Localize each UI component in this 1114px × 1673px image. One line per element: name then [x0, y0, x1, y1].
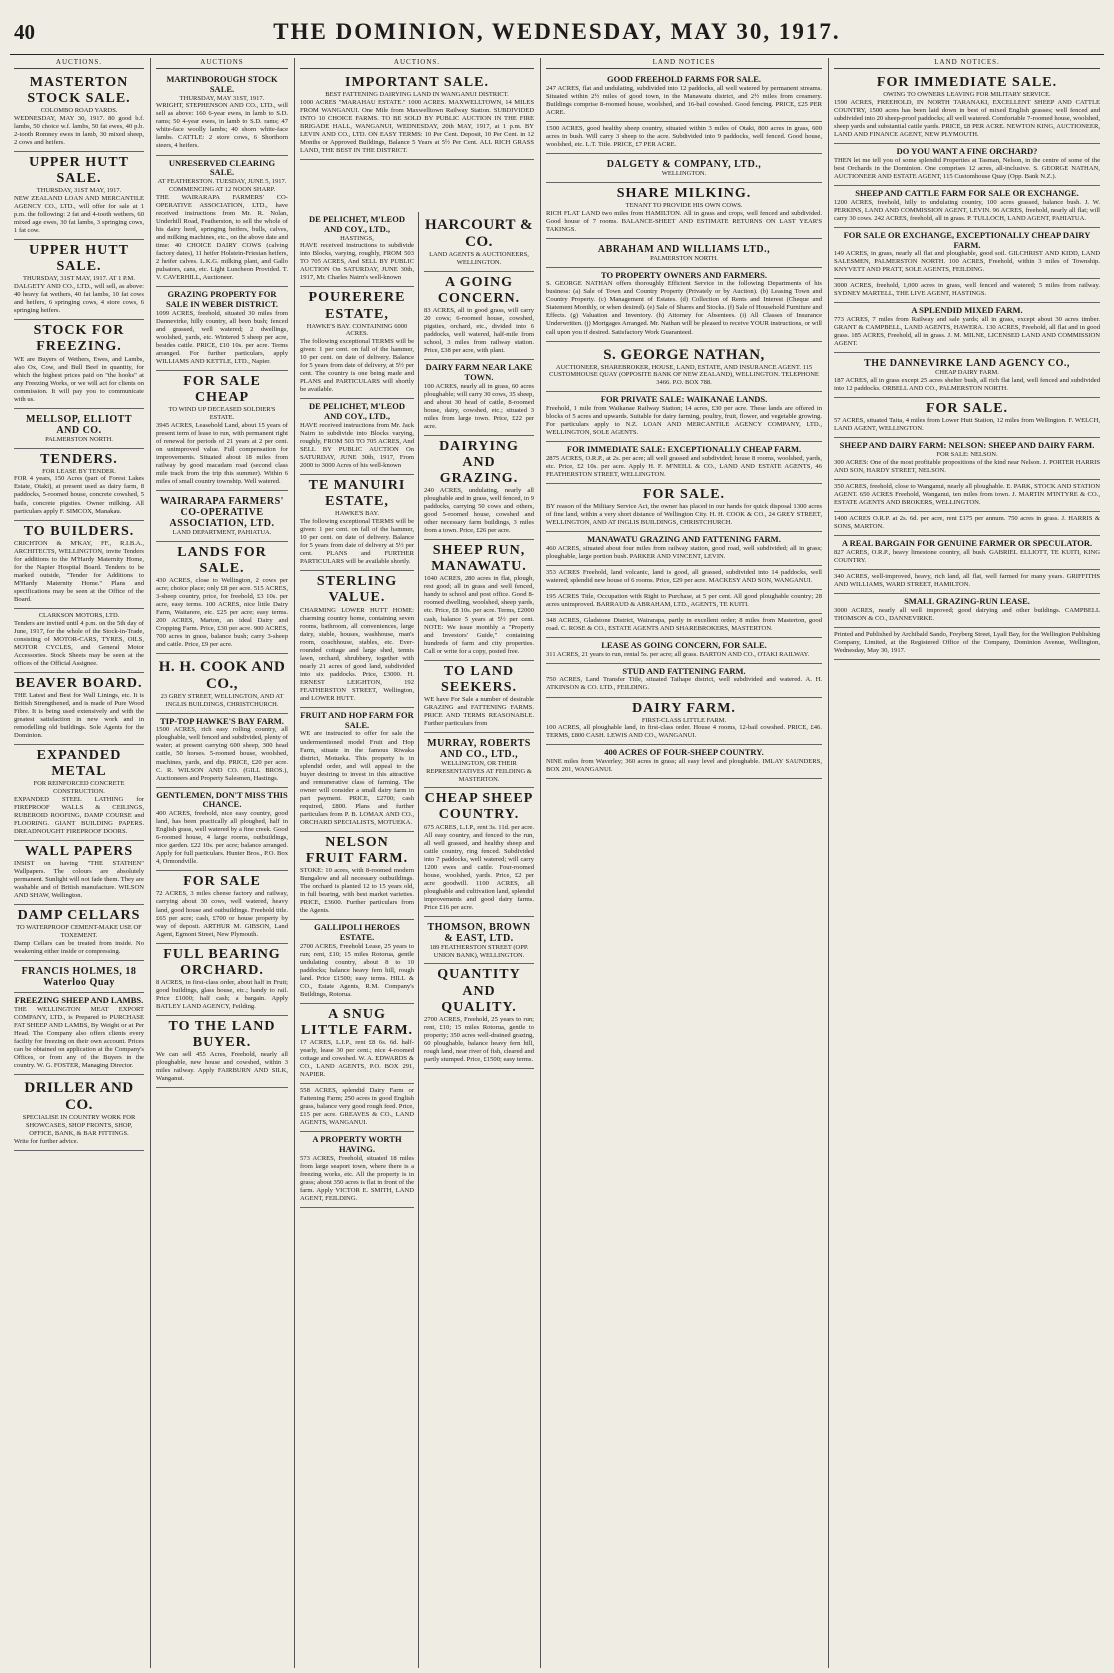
ad-body: We can sell 455 Acres, Freehold, nearly all ploughable, new house and cowshed, within 3 miles railway. Apply FAIRBURN AND SILK, Wanganui. — [156, 1051, 288, 1083]
ad-headline: FOR SALE OR EXCHANGE, EXCEPTIONALLY CHEAP DAIRY FARM. — [843, 229, 1091, 250]
ad-subheading: PALMERSTON NORTH. — [650, 254, 718, 262]
ad-headline: TO BUILDERS. — [23, 523, 135, 539]
ad-body: NINE miles from Waverley; 360 acres in grass; all easy level and ploughable. IMLAY SAUNDERS, BOX 201, WANGANUI. — [546, 758, 822, 774]
ad-subheading: TENANT TO PROVIDE HIS OWN COWS. — [625, 201, 743, 209]
ad-body: 430 ACRES, close to Wellington, 2 cows per acre; choice place; only £8 per acre. 515 ACRES, 3-sheep country, price, for freehold, £3 10s. per acre, easy terms. 100 ACRES, nice little Dairy Farm, Waitarere, etc. £25 per acre; easy terms. 200 ACRES, Marton, an ideal Dairy and Cropping Farm. Price, £30 per acre. 900 ACRES, 700 acres in grass, balance bush; carry 3-sheep and cattle. Price, £9 per acre. — [156, 576, 288, 648]
advertisement — [156, 542, 288, 654]
ad-headline: TENDERS. — [40, 451, 118, 467]
ad-headline: FREEZING SHEEP AND LAMBS. — [14, 995, 144, 1006]
ad-subheading: LAND DEPARTMENT, PAHIATUA. — [172, 528, 272, 536]
ad-body: WRIGHT, STEPHENSON AND CO., LTD., will sell as above: 160 6-year ewes, in lamb to S.D. rams; 50 4-year ewes, in lamb to S.D. rams; 47 white-face woolly lambs; 40 shorn white-face lambs. CATTLE: 2 store cows, 6 Shorthorn steers, 4 heifers. — [156, 102, 288, 150]
column-land-notices-2 — [830, 58, 1104, 1668]
ad-headline: A GOING CONCERN. — [437, 274, 521, 306]
advertisement — [834, 512, 1100, 536]
ad-body: CRICHTON & M'KAY, FF., R.I.B.A., ARCHITECTS, WELLINGTON, invite Tenders for additions to the M'Hardy Maternity Home, for the Napier Hospital Board. Tenders to be marked outside, "Tender for Additions to M'Hardy Maternity Home." Plans and specifications may be seen at the Office of the Board. — [14, 539, 144, 603]
advertisement — [14, 673, 144, 745]
ad-body: 3000 ACRES, freehold, 1,000 acres in grass, well fenced and watered; 5 miles from railway. SYDNEY MARTELL, THE LIVE AGENT, HASTINGS. — [834, 282, 1100, 298]
ad-body: THE WAIRARAPA FARMERS' CO-OPERATIVE ASSOCIATION, LTD., have received instructions from Mr. R. Nolan, Underhill Road, Featherston, to sell the whole of his dairy herd, springing heifers, bulls, calves, and milking machines, etc., on the above date and time: 40 CHOICE DAIRY COWS (calving factory dates), 11 heifer Holstein-Friesian heifers, 2 heifer calves. L.K.G. milking plant, and Gallo pulsators, cans, etc. Light Luncheon Provided. T. V. CAVERHILL, Auctioneer. — [156, 193, 288, 281]
ad-body: HAVE received instructions to subdivide into Blocks, varying, roughly, FROM 503 TO 705 ACRES, And SELL BY PUBLIC AUCTION On SATURDAY, JUNE 30th, 1917, Mr. Charles Nairn's well-known — [300, 242, 414, 282]
ad-headline: UPPER HUTT SALE. — [29, 155, 129, 187]
advertisement — [834, 72, 1100, 144]
ad-body: NEW ZEALAND LOAN AND MERCANTILE AGENCY CO., LTD., will offer for sale at 1 p.m. the following: 2 fat and 4-tooth wethers, 60 mixed age ewes, 30 fat lambs, 3 springing cows, 1 fat cow. — [14, 195, 144, 235]
advertisement — [834, 480, 1100, 512]
firm-name: DRILLER AND CO. — [24, 1080, 134, 1114]
ad-headline: POURERERE ESTATE, — [308, 290, 406, 322]
column-header: LAND NOTICES. — [834, 58, 1100, 69]
ad-subheading: THURSDAY, 31ST MAY, 1917. — [36, 187, 122, 195]
column-header: AUCTIONS — [156, 58, 288, 69]
ad-subheading: THURSDAY, 31ST MAY, 1917. AT 1 P.M. — [23, 275, 135, 283]
ad-body: THE Latest and Best for Wall Linings, etc. It is British Strengthened, and is made of Pure Wood Fibre. It is being used extensively and with the greatest satisfaction in new work and in remodelling old buildings. Sole Agents for the Dominion. — [14, 692, 144, 740]
masthead — [0, 0, 1114, 54]
ad-subheading: WELLINGTON, OR THEIR REPRESENTATIVES AT FEILDING & MASTERTON. — [426, 759, 532, 783]
ad-headline: FOR PRIVATE SALE: WAIKANAE LANDS. — [600, 393, 768, 404]
advertisement — [546, 239, 822, 268]
ad-subheading: THURSDAY, MAY 31ST, 1917. — [179, 94, 265, 102]
ad-subheading: SPECIALISE IN COUNTRY WORK FOR SHOWCASES, SHOP FRONTS, SHOP, OFFICE, BANK, & BAR FITTINGS. — [22, 1114, 136, 1137]
ad-body: HAVE received instructions from Mr. Jack Nairn to subdivide into Blocks varying, roughly, FROM 503 TO 705 ACRES, And SELL BY PUBLIC AUCTION On SATURDAY, JUNE 30th, 1917, From 2000 to 3000 Acres of his well-known — [300, 422, 414, 470]
ad-body: FOR 4 years, 150 Acres (part of Forest Lakes Estate, Otaki), at present used as dairy farm, 8 paddocks, 5-roomed house, concrete cowshed, 5 bails, concrete pigsties. Owner milking. All particulars apply F. SIMCOX, Manakau. — [14, 475, 144, 515]
ad-body: 348 ACRES, Gladstone District, Wairarapa, partly in excellent order; 8 miles from Masterton, good road. C. ROSE & CO., ESTATE AGENTS AND SHAREBROKERS, MASTERTON. — [546, 616, 822, 632]
advertisement — [834, 594, 1100, 628]
ad-headline: TIP-TOP HAWKE'S BAY FARM. — [160, 715, 284, 726]
ad-body: 1200 ACRES, freehold, hilly to undulating country, 100 acres grassed, balance bush. J. W. PERKINS, LAND AND COMMISSION AGENT, LEVIN. 96 ACRES, freehold, nearly all flat; will carry 30 cows. 242 ACRES, freehold, all in grass. P. TULLOCH, LAND AGENT, PAHIATUA. — [834, 198, 1100, 222]
advertisement — [14, 449, 144, 521]
advertisement — [300, 920, 414, 1004]
ad-headline: A PROPERTY WORTH HAVING. — [312, 1134, 402, 1155]
ad-body: 558 ACRES, splendid Dairy Farm or Fattening Farm; 250 acres in good English grass, balance very good rough feed. Price, £15 per acre. GREAVES & CO., LAND AGENTS, WANGANUI. — [300, 1087, 414, 1127]
ad-subheading: OWING TO OWNERS LEAVING FOR MILITARY SERVICE. — [883, 91, 1051, 99]
ad-body: 187 ACRES, all in grass except 25 acres shelter bush, all rich flat land, well fenced and subdivided into 12 paddocks. ORBELL AND CO., PALMERSTON NORTH. — [834, 377, 1100, 393]
advertisement — [300, 1132, 414, 1208]
advertisement — [546, 614, 822, 638]
ad-headline: 400 ACRES OF FOUR-SHEEP COUNTRY. — [604, 747, 764, 758]
advertisement — [156, 714, 288, 788]
ad-body: 1000 ACRES "MARAHAU ESTATE." 1000 ACRES. MAXWELLTOWN, 14 MILES FROM WANGANUI. One Mile from Maxwelltown Railway Station. SUBDIVIDED INTO 10 CHOICE FARMS. TO BE SOLD BY PUBLIC AUCTION IN THE FIRE BRIGADE HALL, WANGANUI, WEDNESDAY, 20th MAY, 1917, at 1 p.m. BY LEVIN AND CO., LTD. ON EASY TERMS: 10 Per Cent. Deposit, 10 Per Cent. in 12 Months or Approved Buildings, Balance 5 Years at 5½ Per Cent. ALL RICH GRASS LAND, THE BEST IN THE DISTRICT. — [300, 98, 534, 155]
ad-headline: A SNUG LITTLE FARM. — [300, 1006, 414, 1039]
ad-body: 240 ACRES, undulating, nearly all ploughable and in grass, well fenced, in 9 paddocks, carrying 50 cows and others, good 5-roomed house, cowshed and other necessary farm buildings, 3 miles from a town. Price, £26 per acre. — [424, 486, 534, 535]
ad-headline: MASTERTON STOCK SALE. — [27, 75, 131, 107]
ad-subheading: FOR SALE: NELSON. — [936, 451, 998, 459]
ad-subheading: TO WIND UP DECEASED SOLDIER'S ESTATE. — [168, 405, 276, 421]
firm-name: H. H. COOK AND CO., — [158, 659, 286, 693]
ad-headline: UNRESERVED CLEARING SALE. — [168, 157, 276, 178]
ad-body: Freehold, 1 mile from Waikanae Railway Station; 14 acres, £30 per acre. These lands are offered in blocks of 5 acres and upwards. Suitable for dairy farming, poultry, fruit, flower, and vegetable growing. For particulars apply to N.Z. LOAN AND MERCANTILE AGENCY COMPANY, LTD., WELLINGTON, SOLE AGENTS. — [546, 404, 822, 436]
column-header: LAND NOTICES — [546, 58, 822, 69]
ad-body: 573 ACRES, Freehold, situated 18 miles from large seaport town, where there is a freezing works, etc. All the property is in grass; about 350 acres is flat in front of the farm. Apply VICTOR E. SMITH, LAND AGENT, FEILDING. — [300, 1155, 414, 1203]
ad-headline: FOR SALE CHEAP — [183, 373, 261, 405]
advertisement — [156, 1016, 288, 1088]
advertisement — [14, 745, 144, 841]
ad-body: 750 ACRES, Land Transfer Title, situated Taihape district, well subdivided and watered. A. H. ATKINSON & CO. LTD., FEILDING. — [546, 676, 822, 692]
advertisement — [546, 664, 822, 698]
ad-body: 300 ACRES: One of the most profitable propositions of the kind near Nelson. J. PORTER HARRIS AND SON, HARDY STREET, NELSON. — [834, 458, 1100, 474]
advertisement — [546, 566, 822, 590]
advertisement — [424, 272, 534, 360]
advertisement — [834, 570, 1100, 594]
ad-subheading: HAWKE'S BAY. CONTAINING 6000 ACRES. — [306, 322, 408, 338]
ad-headline: QUANTITY AND QUALITY. — [437, 967, 521, 1015]
column-auctions-2 — [152, 58, 292, 1668]
ad-body: RICH FLAT LAND two miles from HAMILTON. All in grass and crops, well fenced and subdivided. Good house of 7 rooms. BALANCE-SHEET AND ESTIMATE RETURNS ON LAST YEAR'S TAKINGS. — [546, 209, 822, 233]
ad-headline: DAIRY FARM. — [632, 700, 736, 716]
ad-subheading: CHEAP DAIRY FARM. — [935, 369, 999, 377]
firm-name: THOMSON, BROWN & EAST, LTD. — [427, 921, 531, 944]
firm-name: FRANCIS HOLMES, 18 Waterloo Quay — [21, 966, 137, 989]
ad-headline: FOR IMMEDIATE SALE. — [876, 75, 1058, 90]
ad-body: THE WELLINGTON MEAT EXPORT COMPANY, LTD., is Prepared to PURCHASE FAT SHEEP AND LAMBS, By Weight or at Per Head. The Company also offers clients every facility for freezing on their own account. Prices can be obtained on application at the Company's Offices, or from any of the Buyers in the country. W. G. FOSTER, Managing Director. — [14, 1005, 144, 1070]
advertisement — [834, 228, 1100, 280]
ad-body: Printed and Published by Archibald Sando, Freyberg Street, Lyall Bay, for the Wellington Publishing Company, Limited, at the Registered Office of the Company, Dominion Avenue, Wellington, Wednesday, May 30, 1917. — [834, 630, 1100, 654]
advertisement — [14, 240, 144, 320]
advertisement — [14, 993, 144, 1075]
ad-headline: DE PELICHET, M'LEOD AND COY., LTD., — [309, 214, 405, 234]
ad-body: 149 ACRES, in grass, nearly all flat and ploughable, good soil. GILCHRIST AND KIDD, LAND SALESMEN, PALMERSTON NORTH. 100 ACRES, Freehold, within 3 miles of Township. KNYVETT AND PRATT, SOLE AGENTS, FEILDING. — [834, 250, 1100, 274]
ad-body: 1099 ACRES, freehold, situated 30 miles from Dannevirke, hilly country, all been bush; fenced and grassed, well watered; 2 dwellings, woolshed, yards, etc. Wintered 5 sheep per acre, besides cattle. PRICE, £10 10s. per acre. Terms arranged. For further particulars, apply WILLIAMS AND KETTLE, LTD., Napier. — [156, 309, 288, 365]
advertisement — [546, 442, 822, 484]
advertisement — [156, 788, 288, 872]
advertisement — [156, 654, 288, 714]
column-auctions-3-left — [296, 212, 418, 1668]
advertisement — [546, 532, 822, 566]
page-number: 40 — [14, 20, 35, 44]
firm-name: MELLSOP, ELLIOTT AND CO. — [26, 413, 132, 436]
advertisement — [546, 484, 822, 532]
ad-body: 8 ACRES, in first-class order, about half in Fruit; good buildings, glass house, etc.; handy to rail. Price £1000; half cash; a bargain. Apply BATLEY LAND AGENCY, Feilding. — [156, 978, 288, 1010]
advertisement — [834, 144, 1100, 186]
firm-name: WAIRARAPA FARMERS' CO-OPERATIVE ASSOCIATION, LTD. — [160, 495, 284, 529]
ad-body: WE are Buyers of Wethers, Ewes, and Lambs, also Ox, Cow, and Bull Beef in quantity, for which the highest prices paid on "the hooks" at any Freezing Works, or we will act for clients on commission. It will pay you to communicate with us. — [14, 355, 144, 403]
advertisement — [834, 279, 1100, 303]
ad-headline: TO PROPERTY OWNERS AND FARMERS. — [600, 269, 767, 280]
ad-headline: CHEAP SHEEP COUNTRY. — [424, 791, 534, 823]
ad-body: 17 ACRES, L.I.P., rent £8 6s. 6d. half-yearly, lease 30 per cent.; nice 4-roomed cottage and cowshed. W. A. EDWARDS & CO., LAND AGENTS, P.O. BOX 291, NAPIER. — [300, 1039, 414, 1079]
ad-body: 100 ACRES, all ploughable land, in first-class order. House 4 rooms, 12-bail cowshed. PRICE, £46. TERMS, £800 CASH. LEWIS AND CO., WANGANUI. — [546, 724, 822, 740]
ad-subheading: FIRST-CLASS LITTLE FARM. — [641, 716, 727, 724]
ad-headline: FOR SALE — [183, 874, 261, 890]
ad-headline: UPPER HUTT SALE. — [29, 243, 129, 275]
advertisement — [14, 521, 144, 609]
ad-subheading: AUCTIONEER, SHAREBROKER, HOUSE, LAND, ESTATE, AND INSURANCE AGENT. 115 CUSTOMHOUSE QUAY (OPPOSITE BANK OF NEW ZEALAND), WELLINGTON. TELEPHONE 3466. P.O. BOX 788. — [549, 363, 819, 387]
column-auctions-1 — [10, 58, 148, 1668]
advertisement — [424, 360, 534, 436]
ad-body: 460 ACRES, situated about four miles from railway station, good road, well subdivided; all in grass; ploughable, large portion bush. PARKER AND VINCENT, LEVIN. — [546, 544, 822, 560]
ad-headline: DAIRYING AND GRAZING. — [439, 438, 519, 486]
advertisement — [834, 536, 1100, 570]
column-divider — [418, 212, 419, 1668]
ad-headline: GRAZING PROPERTY FOR SALE IN WEBER DISTRICT. — [165, 288, 279, 309]
ad-body: 72 ACRES, 3 miles cheese factory and railway, carrying about 30 cows, well watered, heavy land, good house and outbuildings. Freehold title. £65 per acre; cash, £700 or house property by way of deposit. ARTHUR M. GIBSON, Land Agent, Egmont Street, New Plymouth. — [156, 890, 288, 938]
ad-headline: MARTINBOROUGH STOCK SALE. — [166, 74, 278, 94]
advertisement — [424, 212, 534, 272]
ad-headline: SHEEP AND CATTLE FARM FOR SALE OR EXCHANGE. — [855, 187, 1079, 198]
ad-body: STOKE: 10 acres, with 8-roomed modern Bungalow and all necessary outbuildings. The orchard is planted 12 to 15 years old, in full bearing, with best market varieties. PRICE, £3600. Further particulars from the Agents. — [300, 867, 414, 915]
ad-headline: NELSON FRUIT FARM. — [305, 834, 409, 866]
ad-headline: FOR SALE. — [925, 401, 1009, 417]
firm-name: MURRAY, ROBERTS AND CO., LTD., — [427, 737, 531, 760]
ad-body: 100 ACRES, nearly all in grass, 60 acres ploughable; will carry 30 cows, 35 sheep, and about 30 head of cattle, 8-roomed house, dairy, cowshed, etc.; situated 3 miles from large town. Price, £22 per acre. — [424, 382, 534, 430]
ad-headline: FOR SALE. — [642, 486, 726, 502]
advertisement — [834, 303, 1100, 353]
advertisement — [14, 72, 144, 152]
ad-headline: EXPANDED METAL — [36, 748, 122, 780]
ad-headline: GENTLEMEN, DON'T MISS THIS CHANCE. — [156, 789, 288, 810]
ad-body: 57 ACRES, situated Taita, 4 miles from Lower Hutt Station, 12 miles from Wellington. F. WELCH, LAND AGENT, WELLINGTON. — [834, 417, 1100, 433]
ad-body: Damp Cellars can be treated from inside. No weakening either inside or compressing. — [14, 940, 144, 956]
ad-body: DALGETY AND CO., LTD., will sell, as above: 40 heavy fat wethers, 40 fat lambs, 10 fat cows and heifers, 6 springing cows, 4 store cows, 6 springing heifers. — [14, 283, 144, 315]
advertisement — [546, 392, 822, 442]
advertisement — [546, 183, 822, 239]
ad-headline: TO THE LAND BUYER. — [168, 1018, 276, 1051]
advertisement — [14, 609, 144, 673]
advertisement — [300, 475, 414, 571]
ad-headline: TO LAND SEEKERS. — [440, 663, 518, 695]
ad-headline: LEASE AS GOING CONCERN, FOR SALE. — [601, 639, 767, 650]
advertisement — [424, 964, 534, 1068]
advertisement — [834, 628, 1100, 660]
ad-headline: DAMP CELLARS — [17, 908, 141, 924]
ad-headline: SHARE MILKING. — [616, 185, 752, 201]
firm-name: THE DANNEVIRKE LAND AGENCY CO., — [864, 358, 1070, 370]
ad-headline: A REAL BARGAIN FOR GENUINE FARMER OR SPECULATOR. — [841, 538, 1093, 549]
ad-headline: STUD AND FATTENING FARM. — [622, 665, 746, 676]
ad-headline: FOR IMMEDIATE SALE: EXCEPTIONALLY CHEAP FARM. — [566, 443, 802, 454]
ad-body: WE are instructed to offer for sale the undermentioned model Fruit and Hop Farm, situate in the famous Riwaka district, Motueka. This property is in splendid order, and will appeal to the buyer desiring to invest in this attractive and remunerative class of farming. The owner will consider a small dairy farm in part payment. PRICE, £2700; cash required, £800. Plans and further particulars from P. B. LOMAX AND CO., ORCHARD SPECIALISTS, MOTUEKA. — [300, 730, 414, 826]
ad-headline: DAIRY FARM NEAR LAKE TOWN. — [425, 361, 533, 382]
ad-body: 340 ACRES, well-improved, heavy, rich land, all flat, well farmed for many years. GRIFFITHS AND WILLIAMS, WARD STREET, HAMILTON. — [834, 572, 1100, 588]
ad-subheading: HASTINGS, — [340, 234, 374, 242]
advertisement — [834, 398, 1100, 438]
ad-body: THEN let me tell you of some splendid Properties at Tasman, Nelson, in the centre of some of the best Orchards in the Dominion. One comprises 12 acres, all-inclusive. S. GEORGE NATHAN, AUCTIONEER AND ESTATE AGENT, 115 Customhouse Quay (Opp. Bank N.Z.). — [834, 156, 1100, 180]
advertisement — [424, 733, 534, 788]
advertisement — [546, 698, 822, 746]
ad-body: 350 ACRES, freehold, close to Wanganui, nearly all ploughable. E. PARK, STOCK AND STATION AGENT. 650 ACRES Freehold, Wanganui, ten miles from town. J. MARTIN M'INTYRE & CO., ESTATE AGENTS AND BROKERS, WELLINGTON. — [834, 482, 1100, 507]
advertisement — [14, 320, 144, 408]
advertisement — [424, 788, 534, 917]
ad-headline: GALLIPOLI HEROES ESTATE. — [314, 922, 400, 942]
ad-body: 83 ACRES, all in good grass, will carry 20 cows; 6-roomed house, cowshed, pigsties, orchard, etc., divided into 6 paddocks, well watered, half-mile from school, 3 miles from railway station. Price, £38 per acre, with plant. — [424, 306, 534, 354]
column-header: AUCTIONS. — [14, 58, 144, 69]
column-auctions-3-right — [420, 212, 538, 1668]
ad-subheading: BEST FATTENING DAIRYING LAND IN WANGANUI DISTRICT. — [325, 91, 509, 99]
ad-body: 827 ACRES, O.R.P., heavy limestone country, all bush. GABRIEL ELLIOTT, TE KUITI, KING COUNTRY. — [834, 548, 1100, 564]
ad-body: Write for further advice. — [14, 1137, 79, 1145]
advertisement — [300, 1084, 414, 1132]
ad-body: CHARMING LOWER HUTT HOME: charming country home, containing seven rooms, bathroom, all conveniences, large dairy, stable, houses, washhouse, man's room, coachhouse, stables, etc. Ever-rounded cottage and large shed, tennis lawn, orchard, shrubbery, together with nearly 21 acres of good land, subdivided into six paddocks. Price, £3000. H. ERNEST LEIGHTON, 192 FEATHERSTON STREET, Wellington, and LOWER HUTT. — [300, 606, 414, 702]
ad-subheading: PALMERSTON NORTH. — [45, 435, 113, 443]
advertisement — [546, 72, 822, 122]
ad-body: WEDNESDAY, MAY 30, 1917. 80 good b.f. lambs, 50 choice w.f. lambs, 50 fat ewes, 40 p.b. 2-tooth Romney ewes in lamb, 30 mixed sheep, 2 cows and heifers. — [14, 114, 144, 147]
advertisement — [424, 661, 534, 733]
ad-headline: MANAWATU GRAZING AND FATTENING FARM. — [587, 533, 781, 544]
advertisement — [300, 571, 414, 708]
ad-subheading: 23 GREY STREET, WELLINGTON, AND AT INGLIS BUILDINGS, CHRISTCHURCH. — [160, 693, 284, 708]
advertisement — [14, 961, 144, 993]
ad-body: 2700 ACRES, Freehold, 25 years to run; rent, £10; 15 miles Rotorua, gentle to property; 350 acres well-drained grazing, 60 ploughable, balance heavy fern hill, rough land, near river of fish, cleared and partly stumped. Price, £1500; easy terms. — [424, 1015, 534, 1063]
ad-subheading: COLOMBO ROAD YARDS. — [40, 107, 118, 115]
ad-subheading: 189 FEATHERSTON STREET (OPP. UNION BANK), WELLINGTON. — [429, 943, 529, 959]
ad-body: 1500 ACRES, rich easy rolling country, all ploughable, well fenced and subdivided, plenty of water; at present carrying 600 sheep, 300 head cattle, 50 horses. 5-roomed house, woolshed, machines, yards, and dip. PRICE, £20 per acre. C. R. WILSON AND CO. (GILL BROS.), Auctioneers and Property Salesmen, Hastings. — [156, 726, 288, 782]
advertisement — [834, 438, 1100, 480]
column-divider — [150, 58, 151, 1668]
ad-subheading: WELLINGTON. — [661, 169, 707, 177]
advertisement — [546, 590, 822, 614]
ad-headline: WALL PAPERS — [24, 844, 134, 860]
advertisement — [156, 491, 288, 542]
ad-body: S. GEORGE NATHAN offers thoroughly Efficient Service in the following Departments of his business: (a) Sale of Town and Country Property (Privately or by Auction). (b) Leasing Town and Country Property. (c) Management of Estates. (d) Collection of Rents and Interest (Cheque and Statement Monthly, or when desired). (e) Sale of Shares and Stocks. (f) Sale of Household Furniture and Effects. (g) Valuation and Inventory. (h) Attorney for Absentees. (i) All Classes of Insurance Underwritten. (j) Mortgages Arranged. Mr. Nathan will be pleased to receive YOUR instructions, or will call upon you if desired. Satisfactory Work Guaranteed. — [546, 280, 822, 336]
ad-headline: IMPORTANT SALE. — [345, 75, 489, 90]
advertisement — [834, 353, 1100, 398]
advertisement — [14, 841, 144, 905]
firm-name: ABRAHAM AND WILLIAMS LTD., — [597, 243, 771, 255]
ad-subheading: FOR REINFORCED CONCRETE CONSTRUCTION. — [33, 780, 125, 796]
advertisement — [156, 287, 288, 371]
ad-body: 1590 ACRES, FREEHOLD, IN NORTH TARANAKI, EXCELLENT SHEEP AND CATTLE COUNTRY, 1500 acres has been laid down in best of mixed English grasses; well fenced and subdivided into 20 sheep-proof paddocks; all well watered. Comfortable 7-roomed house, woolshed, sheep yards and substantial cattle yards. PRICE, £8 PER ACRE. NEWTON KING, AUCTIONEER, LAND AND FINANCE AGENT, NEW PLYMOUTH. — [834, 98, 1100, 139]
ad-headline: FRUIT AND HOP FARM FOR SALE. — [300, 709, 414, 730]
advertisement — [300, 212, 414, 287]
advertisement — [156, 72, 288, 156]
advertisement — [156, 944, 288, 1016]
ad-body: 1040 ACRES, 280 acres in flat, plough, rest good; all in grass and well fenced, handy to school and post office. Good 8-roomed dwelling, woolshed, sheep yards, etc. Price, £8 10s. per acre. Terms, £2000 cash, balance 5 years at 5½ per cent. NOTE: We issue monthly a "Property and Investors' Guide," containing hundreds of farm and city properties. Call or write for a copy, posted free. — [424, 575, 534, 655]
ad-headline: STOCK FOR FREEZING. — [33, 323, 125, 355]
ad-body: Tenders are invited until 4 p.m. on the 5th day of June, 1917, for the whole of the Stock-in-Trade, consisting of MOTOR-CARS, TYRES, OILS, MOTOR CYCLES, and General Motor Accessories. Stock Sheets may be seen at the offices of the Official Assignee. — [14, 619, 144, 667]
masthead-rule — [10, 54, 1104, 55]
ad-subheading: CLARKSON MOTORS, LTD. — [38, 611, 120, 619]
advertisement — [546, 122, 822, 154]
ad-headline: TE MANUIRI ESTATE, — [308, 478, 406, 510]
advertisement — [300, 708, 414, 832]
ad-body: 3000 ACRES, nearly all well improved; good dairying and other buildings. CAMPBELL THOMSON & CO., DANNEVIRKE. — [834, 606, 1100, 622]
ad-body: 1500 ACRES, good healthy sheep country, situated within 3 miles of Otaki, 800 acres in grass, 600 acres in bush. Will carry 3 sheep to the acre. Subdivided into 9 paddocks, well fenced. Good house, woolshed, etc. L.T. Title. PRICE, £7 PER ACRE. — [546, 124, 822, 148]
ad-headline: DO YOU WANT A FINE ORCHARD? — [896, 146, 1038, 157]
ad-body: 3945 ACRES, Leasehold Land, about 15 years of present term of lease to run, with permanent right of renewal for periods of 21 years at 2 per cent. on unimproved value. Full compensation for improvements. Situated about 18 miles from railway by good macadam road (second class mile track from the trip this summer). Within 6 miles of small country township. Well watered. — [156, 421, 288, 485]
ad-body: EXPANDED STEEL LATHING for FIREPROOF WALLS & CEILINGS, RUBEROID ROOFING, DAMP COURSE and FLOORING. GIANT BUILDING PAPERS. DREADNOUGHT FIREPROOF DOORS. — [14, 795, 144, 836]
column-divider — [828, 58, 829, 1668]
column-divider — [294, 58, 295, 1668]
ad-body: The following exceptional TERMS will be given: 1 per cent. on fall of the hammer, 10 per cent. on date of delivery. Balance for 5 years from date of delivery at 5½ per cent. PLANS and FURTHER PARTICULARS will be available shortly. — [300, 518, 414, 566]
ad-body: 1400 ACRES O.R.P. at 2s. 6d. per acre, rent £175 per annum. 750 acres in grass. J. HARRIS & SONS, MARTON. — [834, 515, 1100, 531]
advertisement — [14, 409, 144, 449]
ad-body: BY reason of the Military Service Act, the owner has placed in our hands for quick disposal 1300 acres of fine land, within a very short distance of Wellington City. H. H. COOK & CO., 24 GREY STREET, WELLINGTON, AND AT INGLIS BUILDINGS, CHRISTCHURCH. — [546, 502, 822, 526]
advertisement — [424, 436, 534, 540]
ad-subheading: HAWKE'S BAY. — [335, 510, 379, 518]
ad-body: INSIST on having "THE STATHEN" Wallpapers. The colours are absolutely permanent. Sunlight will not fade them. They are washable and of British manufacture. WILSON AND SHAW, Wellington. — [14, 860, 144, 900]
ad-subheading: TO WATERPROOF CEMENT-MAKE USE OF TOXEMENT. — [16, 924, 142, 940]
ad-body: 247 ACRES, flat and undulating, subdivided into 12 paddocks, all well watered by permanent streams. Situated within 2½ miles of good town, in the Manawatu district, and 2½ miles from creamery. Buildings comprise 8-roomed house, woolshed, and 16-bail cowshed. Good fencing. PRICE, £25 PER ACRE. — [546, 84, 822, 116]
advertisement — [546, 342, 822, 392]
ad-body: WE have For Sale a number of desirable GRAZING and FATTENING FARMS. PRICE AND TERMS REASONABLE. Further particulars from — [424, 695, 534, 727]
advertisement — [424, 540, 534, 661]
ad-body: 311 ACRES, 21 years to run, rental 5s. per acre; all grass. BARTON AND CO., OTAKI RAILWAY. — [546, 650, 810, 658]
advertisement — [300, 1004, 414, 1084]
advertisement — [156, 871, 288, 943]
firm-name: DALGETY & COMPANY, LTD., — [606, 158, 762, 170]
ad-headline: DE PELICHET, M'LEOD AND COY., LTD., — [309, 401, 405, 422]
ad-body: 353 ACRES Freehold, land volcanic, land is good, all grassed, subdivided into 14 paddocks, well watered; splendid new house of 6 rooms. Price, £29 per acre. MACKESY AND SON, WANGANUI. — [546, 568, 822, 584]
ad-headline: SMALL GRAZING-RUN LEASE. — [904, 596, 1030, 607]
advertisement — [424, 917, 534, 965]
ad-headline: A SPLENDID MIXED FARM. — [911, 305, 1023, 316]
ad-body: 773 ACRES, 7 miles from Railway and sale yards; all in grass, except about 30 acres timber. GRANT & CAMPBELL, LAND AGENTS, HAWERA. 130 ACRES, Freehold, all flat and in good grass. 185 ACRES, Freehold, all in grass. J. M. MILNE, LICENSED LAND AND COMMISSION AGENT. — [834, 316, 1100, 348]
ad-headline: STERLING VALUE. — [316, 574, 398, 606]
advertisement — [300, 287, 414, 399]
advertisement — [546, 638, 822, 664]
advertisement — [14, 905, 144, 961]
advertisement — [156, 371, 288, 491]
advertisement — [546, 268, 822, 342]
advertisement — [300, 399, 414, 475]
column-auctions-3-header — [296, 58, 538, 210]
ad-body: 2700 ACRES, Freehold Lease, 25 years to run; rent, £10; 15 miles Rotorua, gentle undulating country, about 8 to 10 paddocks; balance heavy fern hill, rough land. Price £1500; easy terms. HILL & CO., Estate Agents, R.M. Company's Buildings, Rotorua. — [300, 942, 414, 998]
advertisement — [156, 156, 288, 287]
advertisement — [14, 152, 144, 240]
advertisement — [14, 1075, 144, 1150]
column-divider — [540, 58, 541, 1668]
advertisement — [300, 72, 534, 160]
ad-body: 400 ACRES, freehold, nice easy country, good land, has been practically all ploughed, half in English grass, well watered by a fine creek. Good 6-roomed house, 4 large rooms, outbuildings, nice garden. £22 10s. per acre; balance arranged. Apply for full particulars. Hunter Bros., P.O. Box 4, Ormondville. — [156, 810, 288, 866]
ad-subheading: AT FEATHERSTON. TUESDAY, JUNE 5, 1917. COMMENCING AT 12 NOON SHARP. — [157, 178, 287, 193]
advertisement — [546, 154, 822, 183]
ad-headline: FULL BEARING ORCHARD. — [163, 946, 281, 978]
column-header: AUCTIONS. — [300, 58, 534, 69]
ad-headline: GOOD FREEHOLD FARMS FOR SALE. — [606, 74, 762, 84]
firm-name: HARCOURT & CO. — [425, 217, 533, 250]
ad-body: 195 ACRES Title, Occupation with Right to Purchase, at 5 per cent. All good ploughable country; 28 acres unimproved. BARRAUD & ABRAHAM, LTD., AGENTS, TE KUITI. — [546, 592, 822, 608]
ad-headline: LANDS FOR SALE. — [177, 544, 267, 576]
ad-headline: BEAVER BOARD. — [15, 675, 143, 691]
page-title: THE DOMINION, WEDNESDAY, MAY 30, 1917. — [273, 19, 841, 44]
ad-body: 2875 ACRES, O.R.P., at 2s. per acre; all well grassed and subdivided; house 8 rooms, woolshed, yards, etc. Price, £2 10s. per acre. Apply H. F. M'NEILL & CO., LAND AND ESTATE AGENTS, 46 FEATHERSTON STREET, WELLINGTON. — [546, 454, 822, 478]
advertisement — [834, 186, 1100, 228]
ad-body: 675 ACRES, L.I.P., rent 3s. 11d. per acre. All easy country, and fenced to the run, all well grassed, and healthy sheep and cattle country, ring fenced. Subdivided into 7 paddocks, well watered; will carry 1200 ewes and cattle. Four-roomed house, woolshed, yards. Price, £2 per acre goodwill. 1100 ACRES, all ploughable and cultivation land, splendid improvements and good dairy farms. Price £16 per acre. — [424, 823, 534, 911]
ad-headline: SHEEP RUN, MANAWATU. — [431, 543, 527, 575]
ad-subheading: LAND AGENTS & AUCTIONEERS, WELLINGTON. — [429, 251, 529, 266]
advertisement — [546, 745, 822, 779]
firm-name: S. GEORGE NATHAN, — [603, 346, 765, 363]
advertisement — [300, 832, 414, 920]
ad-subheading: FOR LEASE BY TENDER. — [42, 467, 116, 475]
column-land-notices-1 — [542, 58, 826, 1668]
ad-body: The following exceptional TERMS will be given: 1 per cent. on fall of the hammer, 10 per cent. on date of delivery. Balance for 5 years from date of delivery, at 5½ per cent. The country is one being made and PLANS and PARTICULARS will shortly be available. — [300, 338, 414, 394]
ad-headline: SHEEP AND DAIRY FARM: NELSON: SHEEP AND DAIRY FARM. — [839, 440, 1095, 451]
